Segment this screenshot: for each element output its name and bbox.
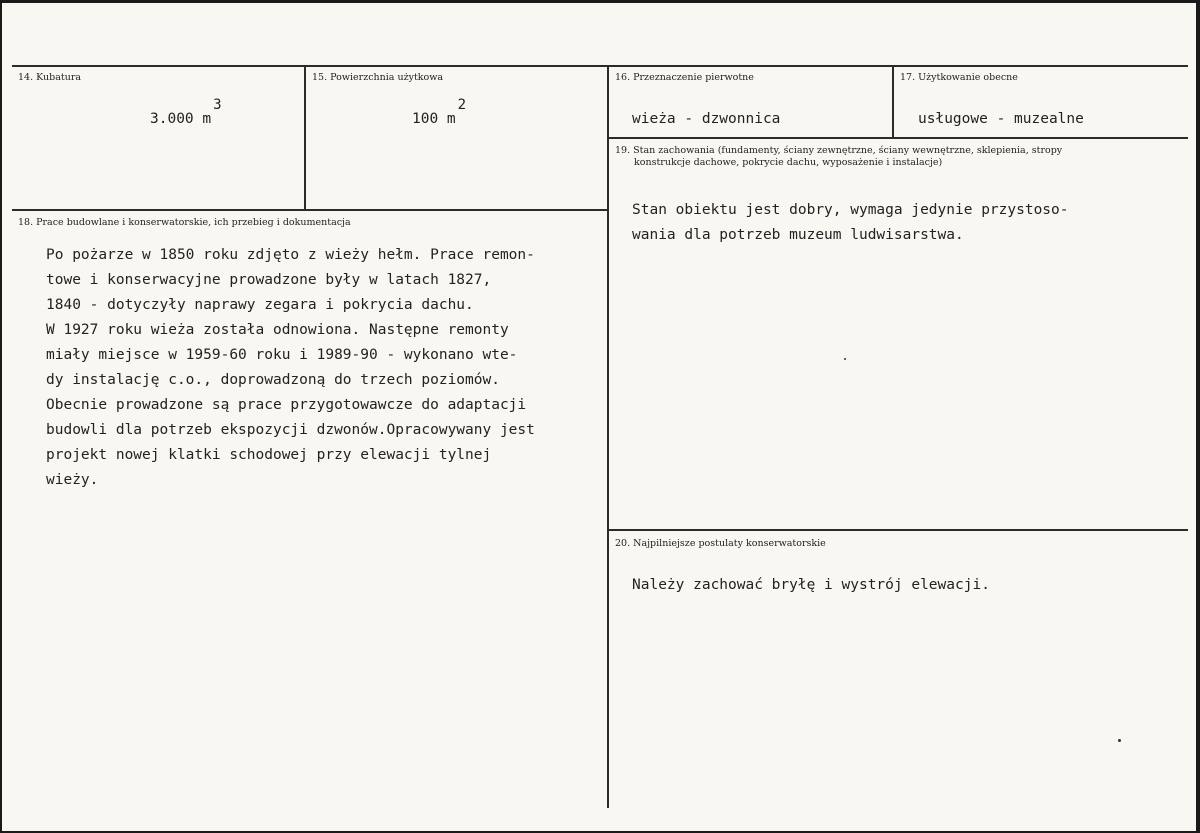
center-divider [607,66,609,808]
kubatura-exponent: 3 [213,97,222,113]
field-18-text-line-7: Obecnie prowadzone są prace przygotowawcze do adaptacji [46,397,527,413]
field-18-text-line-4: W 1927 roku wieża została odnowiona. Następne remonty [46,322,509,338]
rule-below-16-17 [607,137,1188,139]
divider-16-17 [892,66,894,138]
field-16-label: 16. Przeznaczenie pierwotne [615,72,754,83]
field-17-label: 17. Użytkowanie obecne [900,72,1018,83]
field-18-text-line-5: miały miejsce w 1959-60 roku i 1989-90 - wykonano wte- [46,347,518,363]
field-18-text-line-1: Po pożarze w 1850 roku zdjęto z wieży hełm. Prace remon- [46,247,535,263]
field-16-value: wieża - dzwonnica [632,111,781,127]
field-18-text-line-2: towe i konserwacyjne prowadzone były w latach 1827, [46,272,492,288]
field-19-label-line-2: konstrukcje dachowe, pokrycie dachu, wyposażenie i instalacje) [634,157,943,168]
field-18-text-line-8: budowli dla potrzeb ekspozycji dzwonów.Opracowywany jest [46,422,535,438]
rule-below-19 [607,529,1188,531]
inventory-card [2,3,1196,831]
field-18-text-line-10: wieży. [46,472,99,488]
field-15-value [412,97,467,133]
field-15-label: 15. Powierzchnia użytkowa [312,72,444,83]
paper-speck [1118,739,1121,742]
top-rule [12,65,1188,67]
field-14-label: 14. Kubatura [18,72,82,83]
field-17-value: usługowe - muzealne [918,111,1084,127]
field-20-label: 20. Najpilniejsze postulaty konserwatorskie [615,538,826,549]
field-18-text-line-3: 1840 - dotyczyły naprawy zegara i pokrycia dachu. [46,297,474,313]
field-20-text: Należy zachować bryłę i wystrój elewacji. [632,577,990,593]
field-14-value [150,97,222,133]
field-19-text-line-2: wania dla potrzeb muzeum ludwisarstwa. [632,227,964,243]
field-18-text-line-6: dy instalację c.o., doprowadzoną do trzech poziomów. [46,372,500,388]
field-18-text-line-9: projekt nowej klatki schodowej przy elewacji tylnej [46,447,492,463]
powierzchnia-exponent: 2 [457,97,467,113]
rule-below-14-15 [12,209,608,211]
powierzchnia-value: 100 m [412,111,456,127]
field-19-text-line-1: Stan obiektu jest dobry, wymaga jedynie przystoso- [632,202,1069,218]
divider-14-15 [304,66,306,210]
field-19-label-line-1: 19. Stan zachowania (fundamenty, ściany zewnętrzne, ściany wewnętrzne, sklepienia, stropy [615,145,1063,156]
paper-speck [844,358,846,360]
kubatura-value: 3.000 m [150,111,212,127]
field-18-label: 18. Prace budowlane i konserwatorskie, ich przebieg i dokumentacja [18,217,351,228]
